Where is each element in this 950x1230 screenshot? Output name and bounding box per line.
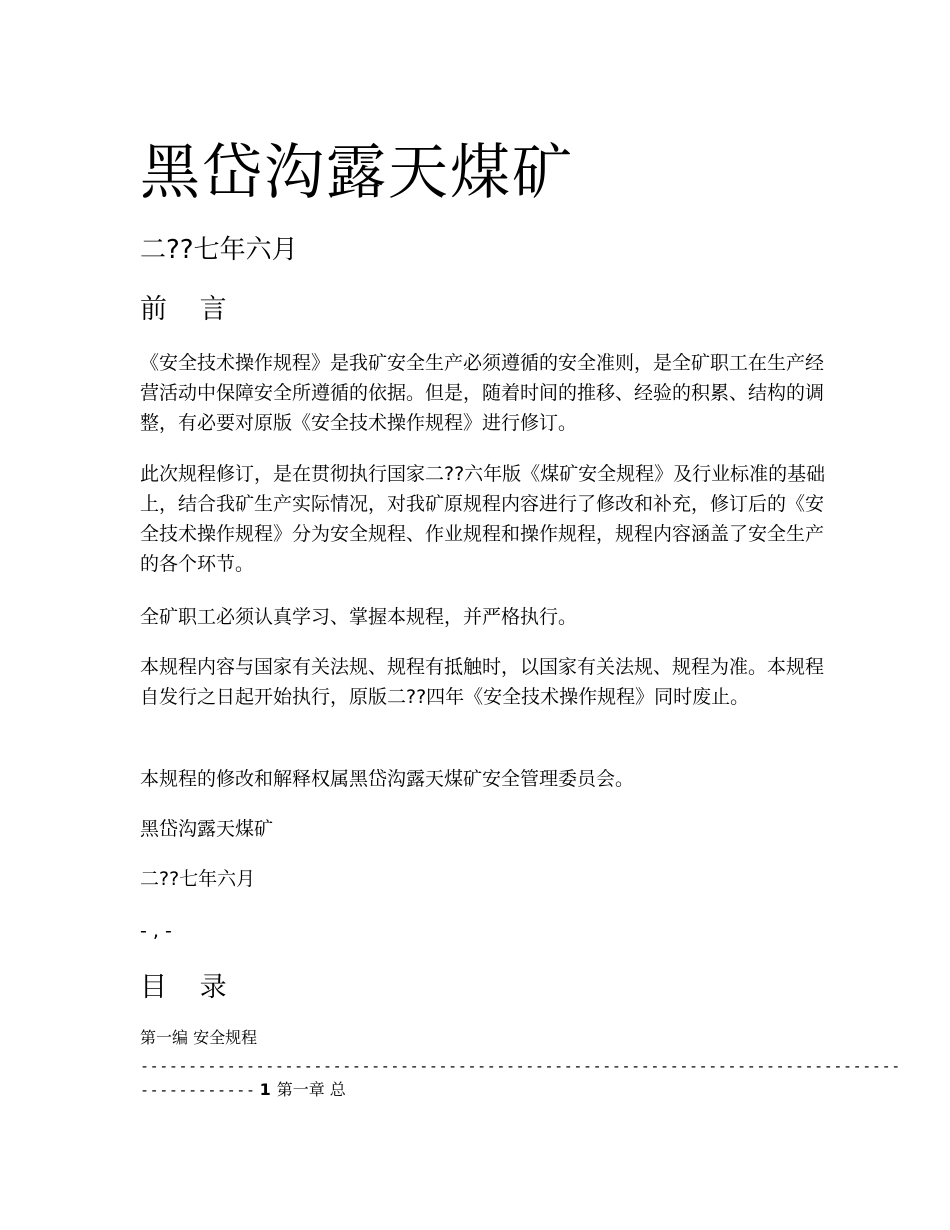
preface-paragraph-1: 《安全技术操作规程》是我矿安全生产必须遵循的安全准则，是全矿职工在生产经营活动中保障安全所遵循的依据。但是，随着时间的推移、经验的积累、结构的调整，有必要对原版《安全技术操作规程》进行修订。 [140, 352, 825, 434]
toc-part-title[interactable]: 第一编 安全规程 [140, 1028, 258, 1047]
preface-paragraph-2: 此次规程修订，是在贯彻执行国家二??六年版《煤矿安全规程》及行业标准的基础上，结合我矿生产实际情况，对我矿原规程内容进行了修改和补充，修订后的《安全技术操作规程》分为安全规程、作业规程和操作规程，规程内容涵盖了安全生产的各个环节。 [140, 463, 826, 575]
preface-paragraph-5: 本规程的修改和解释权属黑岱沟露天煤矿安全管理委员会。 [140, 768, 635, 790]
toc-entry-page-number: 1 [259, 1080, 271, 1099]
toc-leader-line: ------------------------------------------------------------------------------- [140, 1057, 901, 1075]
toc-entry-leader: ------------ [140, 1081, 256, 1099]
preface-paragraph-3: 全矿职工必须认真学习、掌握本规程，并严格执行。 [140, 606, 578, 628]
preface-signature: 黑岱沟露天煤矿 [140, 818, 274, 840]
preface-paragraph-4: 本规程内容与国家有关法规、规程有抵触时，以国家有关法规、规程为准。本规程自发行之日起开始执行，原版二??四年《安全技术操作规程》同时废止。 [140, 656, 825, 708]
page-separator: - , - [140, 920, 172, 942]
toc-entry-title: 第一章 总 [276, 1080, 346, 1099]
preface-signature-date: 二??七年六月 [140, 868, 256, 890]
toc-entry[interactable] [140, 1078, 346, 1102]
document-date: 二??七年六月 [140, 235, 298, 265]
preface-heading: 前 言 [140, 294, 239, 325]
document-title: 黑岱沟露天煤矿 [140, 138, 574, 208]
toc-heading: 目 录 [140, 972, 239, 1003]
